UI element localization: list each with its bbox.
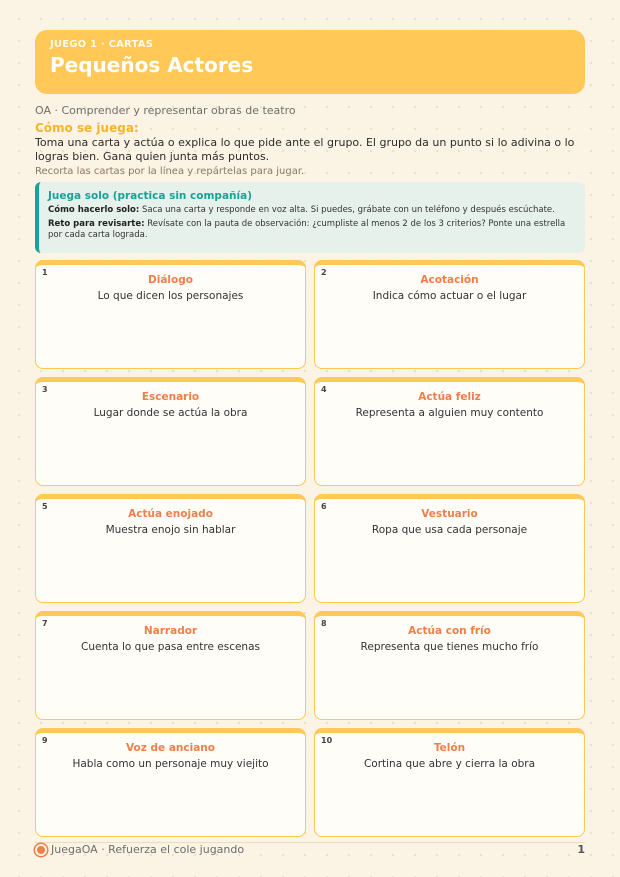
card-number: 5 bbox=[42, 502, 48, 511]
card-title: Actúa enojado bbox=[128, 508, 213, 520]
card-description: Lo que dicen los personajes bbox=[97, 290, 244, 302]
card-title: Narrador bbox=[143, 625, 198, 637]
page-number: 1 bbox=[577, 843, 585, 856]
card-number: 7 bbox=[42, 619, 48, 628]
card-description: Muestra enojo sin hablar bbox=[105, 524, 236, 536]
card-title: Actúa con frío bbox=[408, 625, 491, 637]
card-8 bbox=[314, 611, 585, 720]
how-to-play-text: Toma una carta y actúa o explica lo que pide ante el grupo. El grupo da un punto si lo adivina o lo logras bien. Gana quien junta más puntos. bbox=[35, 136, 575, 163]
card-5 bbox=[35, 494, 306, 603]
card-title: Escenario bbox=[141, 391, 200, 403]
card-number: 9 bbox=[42, 736, 48, 745]
card-4 bbox=[314, 377, 585, 486]
card-description: Cuenta lo que pasa entre escenas bbox=[81, 641, 260, 653]
card-title: Diálogo bbox=[148, 274, 193, 286]
card-number: 1 bbox=[42, 268, 48, 277]
card-description: Indica cómo actuar o el lugar bbox=[372, 290, 527, 302]
card-title: Voz de anciano bbox=[126, 742, 215, 754]
card-description: Representa a alguien muy contento bbox=[355, 407, 544, 419]
card-10 bbox=[314, 728, 585, 837]
card-title: Actúa feliz bbox=[418, 391, 481, 403]
card-9 bbox=[35, 728, 306, 837]
solo-how-text: Saca una carta y responde en voz alta. Si puedes, grábate con un teléfono y después escúchate. bbox=[141, 205, 555, 215]
footer-brand-text: JuegaOA · Refuerza el cole jugando bbox=[51, 843, 245, 856]
card-number: 8 bbox=[321, 619, 327, 628]
card-title: Acotación bbox=[420, 274, 479, 286]
card-6 bbox=[314, 494, 585, 603]
game-kicker: JUEGO 1 · CARTAS bbox=[50, 39, 154, 50]
card-number: 10 bbox=[321, 736, 333, 745]
solo-play-box bbox=[35, 182, 585, 253]
brand-logo-icon bbox=[35, 844, 47, 856]
how-to-play-title: Cómo se juega: bbox=[35, 121, 139, 135]
card-description: Cortina que abre y cierra la obra bbox=[363, 758, 536, 770]
card-number: 3 bbox=[42, 385, 48, 394]
card-1 bbox=[35, 260, 306, 369]
page-title: Pequeños Actores bbox=[50, 53, 254, 77]
solo-challenge-text: Revísate con la pauta de observación: ¿cumpliste al menos 2 de los 3 criterios? Ponte una estrella por cada carta lograda. bbox=[48, 219, 566, 240]
solo-title: Juega solo (practica sin compañía) bbox=[48, 190, 252, 202]
solo-challenge-paragraph bbox=[48, 219, 575, 241]
solo-how-label: Cómo hacerlo solo: bbox=[48, 205, 140, 215]
card-7 bbox=[35, 611, 306, 720]
card-description: Lugar donde se actúa la obra bbox=[93, 407, 248, 419]
card-2 bbox=[314, 260, 585, 369]
card-number: 2 bbox=[321, 268, 327, 277]
solo-challenge-label: Reto para revisarte: bbox=[48, 219, 145, 229]
card-description: Ropa que usa cada personaje bbox=[371, 524, 528, 536]
solo-how-paragraph bbox=[48, 205, 575, 216]
card-number: 4 bbox=[321, 385, 327, 394]
card-title: Vestuario bbox=[421, 508, 478, 520]
card-description: Representa que tienes mucho frío bbox=[360, 641, 539, 653]
card-description: Habla como un personaje muy viejito bbox=[72, 758, 269, 770]
card-number: 6 bbox=[321, 502, 327, 511]
header-banner bbox=[35, 30, 585, 94]
card-3 bbox=[35, 377, 306, 486]
card-title: Telón bbox=[433, 742, 466, 754]
cut-instructions: Recorta las cartas por la línea y repártelas para jugar. bbox=[35, 166, 305, 177]
learning-objective: OA · Comprender y representar obras de teatro bbox=[35, 104, 296, 117]
